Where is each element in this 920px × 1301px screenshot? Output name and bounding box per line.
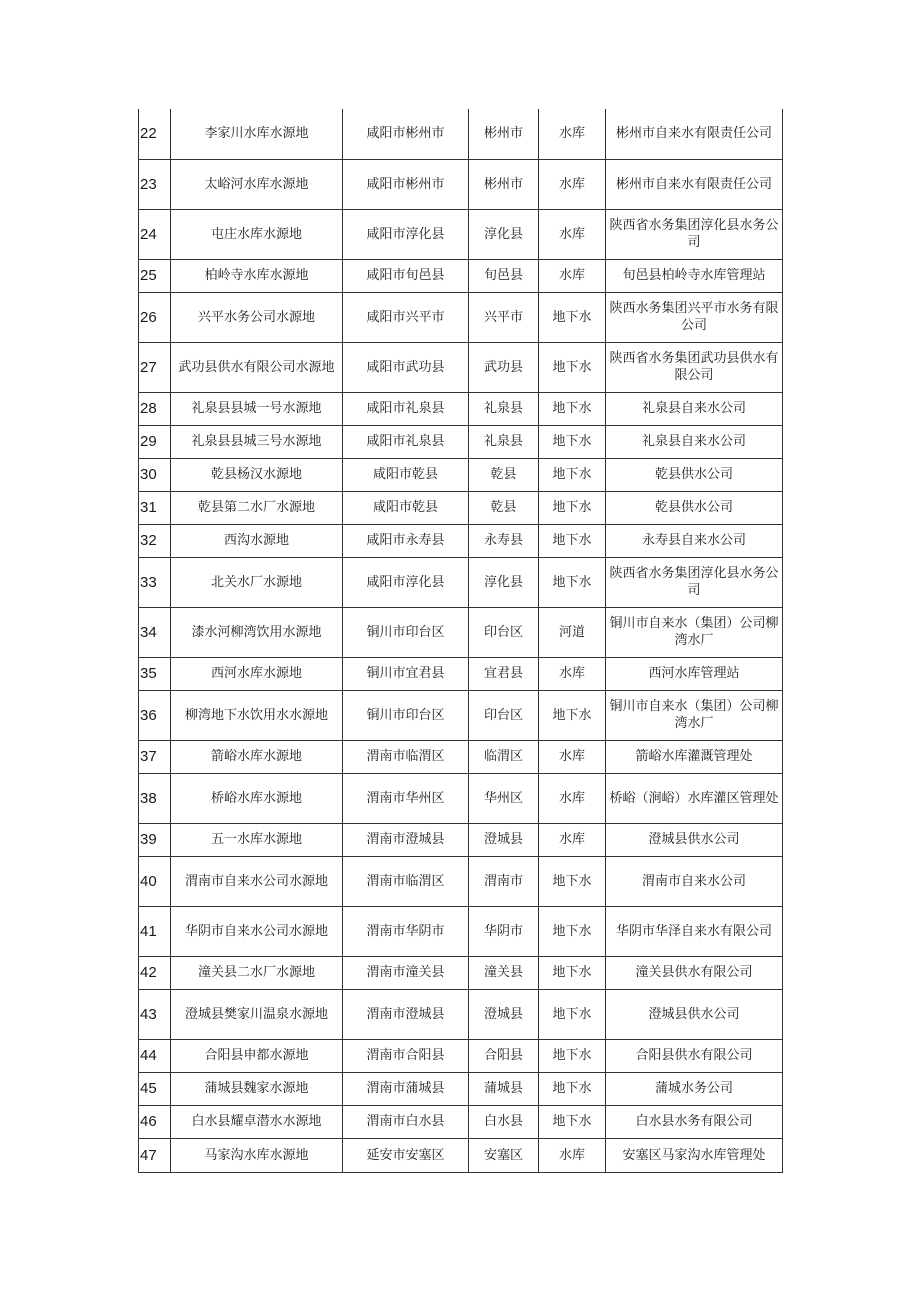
row-number-cell: 32 bbox=[139, 524, 171, 557]
row-number-cell: 26 bbox=[139, 292, 171, 342]
management-unit-cell: 旬邑县柏岭寺水库管理站 bbox=[606, 259, 783, 292]
management-unit-cell: 西河水库管理站 bbox=[606, 657, 783, 690]
table-body bbox=[139, 109, 783, 1172]
row-number-cell: 36 bbox=[139, 690, 171, 740]
county-cell: 旬邑县 bbox=[469, 259, 539, 292]
county-cell: 乾县 bbox=[469, 458, 539, 491]
source-type-cell: 水库 bbox=[539, 159, 606, 209]
source-type-cell: 地下水 bbox=[539, 690, 606, 740]
county-cell: 乾县 bbox=[469, 491, 539, 524]
source-name-cell: 礼泉县县城一号水源地 bbox=[171, 392, 343, 425]
table-row bbox=[139, 109, 783, 159]
table-row bbox=[139, 292, 783, 342]
row-number-cell: 43 bbox=[139, 989, 171, 1039]
source-name-cell: 李家川水库水源地 bbox=[171, 109, 343, 159]
table-row bbox=[139, 342, 783, 392]
source-name-cell: 合阳县申都水源地 bbox=[171, 1039, 343, 1072]
row-number-cell: 31 bbox=[139, 491, 171, 524]
source-name-cell: 华阴市自来水公司水源地 bbox=[171, 906, 343, 956]
source-type-cell: 地下水 bbox=[539, 458, 606, 491]
management-unit-cell: 合阳县供水有限公司 bbox=[606, 1039, 783, 1072]
source-name-cell: 箭峪水库水源地 bbox=[171, 740, 343, 773]
city-district-cell: 铜川市印台区 bbox=[343, 607, 469, 657]
county-cell: 安塞区 bbox=[469, 1138, 539, 1172]
source-name-cell: 太峪河水库水源地 bbox=[171, 159, 343, 209]
county-cell: 淳化县 bbox=[469, 209, 539, 259]
source-type-cell: 地下水 bbox=[539, 1039, 606, 1072]
source-type-cell: 水库 bbox=[539, 657, 606, 690]
city-district-cell: 延安市安塞区 bbox=[343, 1138, 469, 1172]
management-unit-cell: 铜川市自来水（集团）公司柳湾水厂 bbox=[606, 690, 783, 740]
city-district-cell: 咸阳市武功县 bbox=[343, 342, 469, 392]
management-unit-cell: 潼关县供水有限公司 bbox=[606, 956, 783, 989]
management-unit-cell: 渭南市自来水公司 bbox=[606, 856, 783, 906]
county-cell: 潼关县 bbox=[469, 956, 539, 989]
source-type-cell: 水库 bbox=[539, 773, 606, 823]
county-cell: 合阳县 bbox=[469, 1039, 539, 1072]
table-row bbox=[139, 425, 783, 458]
county-cell: 澄城县 bbox=[469, 823, 539, 856]
county-cell: 印台区 bbox=[469, 607, 539, 657]
source-type-cell: 地下水 bbox=[539, 1105, 606, 1138]
source-name-cell: 蒲城县魏家水源地 bbox=[171, 1072, 343, 1105]
row-number-cell: 22 bbox=[139, 109, 171, 159]
management-unit-cell: 彬州市自来水有限责任公司 bbox=[606, 109, 783, 159]
county-cell: 印台区 bbox=[469, 690, 539, 740]
table-row bbox=[139, 1072, 783, 1105]
management-unit-cell: 乾县供水公司 bbox=[606, 491, 783, 524]
row-number-cell: 25 bbox=[139, 259, 171, 292]
county-cell: 武功县 bbox=[469, 342, 539, 392]
table-row bbox=[139, 856, 783, 906]
city-district-cell: 铜川市印台区 bbox=[343, 690, 469, 740]
source-type-cell: 地下水 bbox=[539, 524, 606, 557]
source-type-cell: 地下水 bbox=[539, 989, 606, 1039]
county-cell: 礼泉县 bbox=[469, 392, 539, 425]
city-district-cell: 咸阳市乾县 bbox=[343, 458, 469, 491]
source-name-cell: 西河水库水源地 bbox=[171, 657, 343, 690]
table-row bbox=[139, 557, 783, 607]
management-unit-cell: 礼泉县自来水公司 bbox=[606, 392, 783, 425]
row-number-cell: 47 bbox=[139, 1138, 171, 1172]
source-name-cell: 屯庄水库水源地 bbox=[171, 209, 343, 259]
row-number-cell: 30 bbox=[139, 458, 171, 491]
row-number-cell: 38 bbox=[139, 773, 171, 823]
source-type-cell: 地下水 bbox=[539, 557, 606, 607]
source-type-cell: 地下水 bbox=[539, 856, 606, 906]
city-district-cell: 咸阳市淳化县 bbox=[343, 557, 469, 607]
table-row bbox=[139, 823, 783, 856]
county-cell: 澄城县 bbox=[469, 989, 539, 1039]
county-cell: 华州区 bbox=[469, 773, 539, 823]
table-row bbox=[139, 956, 783, 989]
table-row bbox=[139, 740, 783, 773]
source-name-cell: 五一水库水源地 bbox=[171, 823, 343, 856]
city-district-cell: 渭南市华阴市 bbox=[343, 906, 469, 956]
source-name-cell: 兴平水务公司水源地 bbox=[171, 292, 343, 342]
management-unit-cell: 礼泉县自来水公司 bbox=[606, 425, 783, 458]
table-row bbox=[139, 690, 783, 740]
management-unit-cell: 澄城县供水公司 bbox=[606, 823, 783, 856]
source-type-cell: 地下水 bbox=[539, 342, 606, 392]
source-type-cell: 水库 bbox=[539, 259, 606, 292]
table-row bbox=[139, 392, 783, 425]
table-row bbox=[139, 773, 783, 823]
management-unit-cell: 澄城县供水公司 bbox=[606, 989, 783, 1039]
city-district-cell: 咸阳市旬邑县 bbox=[343, 259, 469, 292]
table-row bbox=[139, 209, 783, 259]
source-name-cell: 礼泉县县城三号水源地 bbox=[171, 425, 343, 458]
city-district-cell: 渭南市华州区 bbox=[343, 773, 469, 823]
county-cell: 礼泉县 bbox=[469, 425, 539, 458]
management-unit-cell: 永寿县自来水公司 bbox=[606, 524, 783, 557]
management-unit-cell: 蒲城水务公司 bbox=[606, 1072, 783, 1105]
city-district-cell: 铜川市宜君县 bbox=[343, 657, 469, 690]
source-name-cell: 漆水河柳湾饮用水源地 bbox=[171, 607, 343, 657]
source-type-cell: 水库 bbox=[539, 109, 606, 159]
county-cell: 白水县 bbox=[469, 1105, 539, 1138]
management-unit-cell: 桥峪（涧峪）水库灌区管理处 bbox=[606, 773, 783, 823]
source-type-cell: 水库 bbox=[539, 740, 606, 773]
source-type-cell: 地下水 bbox=[539, 392, 606, 425]
county-cell: 彬州市 bbox=[469, 109, 539, 159]
source-type-cell: 水库 bbox=[539, 1138, 606, 1172]
city-district-cell: 咸阳市礼泉县 bbox=[343, 392, 469, 425]
source-name-cell: 澄城县樊家川温泉水源地 bbox=[171, 989, 343, 1039]
row-number-cell: 45 bbox=[139, 1072, 171, 1105]
row-number-cell: 29 bbox=[139, 425, 171, 458]
city-district-cell: 咸阳市淳化县 bbox=[343, 209, 469, 259]
source-type-cell: 地下水 bbox=[539, 906, 606, 956]
city-district-cell: 渭南市临渭区 bbox=[343, 740, 469, 773]
management-unit-cell: 铜川市自来水（集团）公司柳湾水厂 bbox=[606, 607, 783, 657]
county-cell: 宜君县 bbox=[469, 657, 539, 690]
city-district-cell: 咸阳市礼泉县 bbox=[343, 425, 469, 458]
source-name-cell: 柳湾地下水饮用水水源地 bbox=[171, 690, 343, 740]
management-unit-cell: 华阴市华泽自来水有限公司 bbox=[606, 906, 783, 956]
source-name-cell: 乾县第二水厂水源地 bbox=[171, 491, 343, 524]
row-number-cell: 24 bbox=[139, 209, 171, 259]
city-district-cell: 渭南市白水县 bbox=[343, 1105, 469, 1138]
county-cell: 彬州市 bbox=[469, 159, 539, 209]
table-row bbox=[139, 1039, 783, 1072]
row-number-cell: 42 bbox=[139, 956, 171, 989]
city-district-cell: 咸阳市彬州市 bbox=[343, 159, 469, 209]
county-cell: 渭南市 bbox=[469, 856, 539, 906]
management-unit-cell: 陕西省水务集团淳化县水务公司 bbox=[606, 557, 783, 607]
city-district-cell: 渭南市澄城县 bbox=[343, 823, 469, 856]
row-number-cell: 39 bbox=[139, 823, 171, 856]
row-number-cell: 23 bbox=[139, 159, 171, 209]
row-number-cell: 41 bbox=[139, 906, 171, 956]
city-district-cell: 咸阳市乾县 bbox=[343, 491, 469, 524]
city-district-cell: 咸阳市永寿县 bbox=[343, 524, 469, 557]
management-unit-cell: 陕西省水务集团淳化县水务公司 bbox=[606, 209, 783, 259]
table-row bbox=[139, 906, 783, 956]
source-name-cell: 北关水厂水源地 bbox=[171, 557, 343, 607]
county-cell: 蒲城县 bbox=[469, 1072, 539, 1105]
management-unit-cell: 陕西水务集团兴平市水务有限公司 bbox=[606, 292, 783, 342]
source-type-cell: 河道 bbox=[539, 607, 606, 657]
row-number-cell: 46 bbox=[139, 1105, 171, 1138]
city-district-cell: 渭南市合阳县 bbox=[343, 1039, 469, 1072]
county-cell: 永寿县 bbox=[469, 524, 539, 557]
management-unit-cell: 陕西省水务集团武功县供水有限公司 bbox=[606, 342, 783, 392]
source-name-cell: 武功县供水有限公司水源地 bbox=[171, 342, 343, 392]
table-row bbox=[139, 989, 783, 1039]
row-number-cell: 34 bbox=[139, 607, 171, 657]
table-row bbox=[139, 259, 783, 292]
management-unit-cell: 安塞区马家沟水库管理处 bbox=[606, 1138, 783, 1172]
row-number-cell: 28 bbox=[139, 392, 171, 425]
source-name-cell: 乾县杨汉水源地 bbox=[171, 458, 343, 491]
source-type-cell: 水库 bbox=[539, 823, 606, 856]
table-row bbox=[139, 159, 783, 209]
city-district-cell: 渭南市潼关县 bbox=[343, 956, 469, 989]
management-unit-cell: 乾县供水公司 bbox=[606, 458, 783, 491]
city-district-cell: 咸阳市彬州市 bbox=[343, 109, 469, 159]
source-type-cell: 地下水 bbox=[539, 491, 606, 524]
source-type-cell: 地下水 bbox=[539, 292, 606, 342]
row-number-cell: 33 bbox=[139, 557, 171, 607]
city-district-cell: 咸阳市兴平市 bbox=[343, 292, 469, 342]
source-name-cell: 柏岭寺水库水源地 bbox=[171, 259, 343, 292]
management-unit-cell: 白水县水务有限公司 bbox=[606, 1105, 783, 1138]
source-name-cell: 马家沟水库水源地 bbox=[171, 1138, 343, 1172]
source-type-cell: 水库 bbox=[539, 209, 606, 259]
table-row bbox=[139, 524, 783, 557]
table-row bbox=[139, 607, 783, 657]
row-number-cell: 37 bbox=[139, 740, 171, 773]
source-type-cell: 地下水 bbox=[539, 1072, 606, 1105]
source-name-cell: 渭南市自来水公司水源地 bbox=[171, 856, 343, 906]
table-row bbox=[139, 1105, 783, 1138]
city-district-cell: 渭南市临渭区 bbox=[343, 856, 469, 906]
water-source-table bbox=[138, 109, 783, 1173]
row-number-cell: 35 bbox=[139, 657, 171, 690]
source-type-cell: 地下水 bbox=[539, 956, 606, 989]
management-unit-cell: 彬州市自来水有限责任公司 bbox=[606, 159, 783, 209]
row-number-cell: 40 bbox=[139, 856, 171, 906]
source-name-cell: 西沟水源地 bbox=[171, 524, 343, 557]
row-number-cell: 27 bbox=[139, 342, 171, 392]
table-row bbox=[139, 458, 783, 491]
source-type-cell: 地下水 bbox=[539, 425, 606, 458]
city-district-cell: 渭南市澄城县 bbox=[343, 989, 469, 1039]
row-number-cell: 44 bbox=[139, 1039, 171, 1072]
table-row bbox=[139, 491, 783, 524]
county-cell: 兴平市 bbox=[469, 292, 539, 342]
table-row bbox=[139, 657, 783, 690]
county-cell: 淳化县 bbox=[469, 557, 539, 607]
county-cell: 华阴市 bbox=[469, 906, 539, 956]
source-name-cell: 桥峪水库水源地 bbox=[171, 773, 343, 823]
management-unit-cell: 箭峪水库灌溉管理处 bbox=[606, 740, 783, 773]
county-cell: 临渭区 bbox=[469, 740, 539, 773]
source-name-cell: 白水县耀卓潜水水源地 bbox=[171, 1105, 343, 1138]
source-name-cell: 潼关县二水厂水源地 bbox=[171, 956, 343, 989]
table-row bbox=[139, 1138, 783, 1172]
city-district-cell: 渭南市蒲城县 bbox=[343, 1072, 469, 1105]
